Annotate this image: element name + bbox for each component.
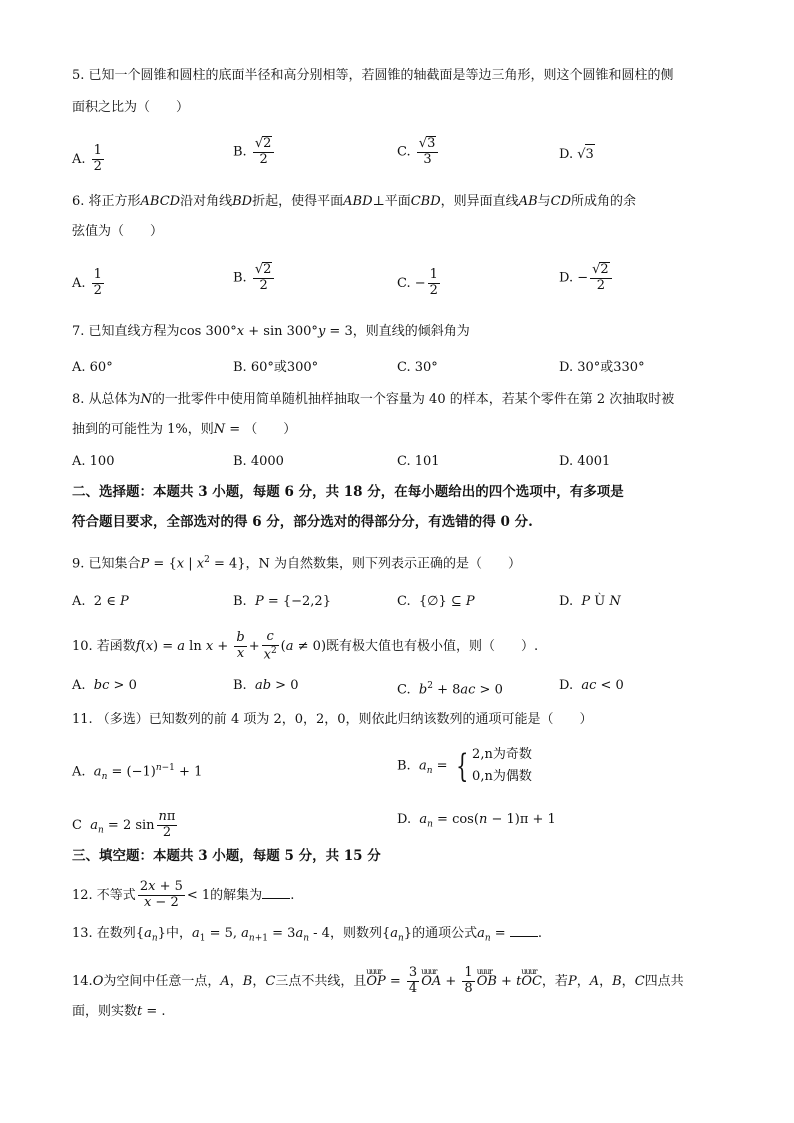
q10-option-b[interactable]: B. ab > 0 xyxy=(233,678,299,693)
q14-line1: 14.O为空间中任意一点，A，B，C三点不共线，且uuur OP = $\frac{3}{4}$ uuur OA + $\frac{1}{8}$ uuur OB + tuuur OC，若P，A，B，C四点共 xyxy=(72,966,684,997)
q6-option-a[interactable]: A. $\frac{1}{2}$ xyxy=(72,267,102,298)
q8-option-d[interactable]: D. 4001 xyxy=(559,454,611,469)
q7-option-d[interactable]: D. 30°或330° xyxy=(559,360,645,375)
q13-line: 13. 在数列$\{a_n\}$中，$a_1 = 5$, $a_{n+1} = 3a_n - 4$，则数列$\{a_n\}$的通项公式$a_n$ = . xyxy=(72,926,542,944)
q10-option-d[interactable]: D. ac < 0 xyxy=(559,678,624,693)
q13-answer-blank[interactable] xyxy=(510,924,538,937)
q8-option-b[interactable]: B. 4000 xyxy=(233,454,284,469)
q7-option-a[interactable]: A. 60° xyxy=(72,360,113,375)
q14-line2: 面，则实数t = . xyxy=(72,1004,166,1019)
q9-line: 9. 已知集合P = {x | $x^2 = 4$}，N 为自然数集，则下列表示正确的是（ ） xyxy=(72,555,522,572)
q5-option-a[interactable]: A. $\frac{1}{2}$ xyxy=(72,143,102,174)
q8-option-a[interactable]: A. 100 xyxy=(72,454,115,469)
q5-line2: 面积之比为（ ） xyxy=(72,100,190,115)
q7-option-c[interactable]: C. 30° xyxy=(397,360,438,375)
q10-option-a[interactable]: A. bc > 0 xyxy=(72,678,137,693)
q7-line: 7. 已知直线方程为cos 300°x + sin 300°y = 3，则直线的倾斜角为 xyxy=(72,324,470,339)
section2-heading-line1: 二、选择题：本题共 3 小题，每题 6 分，共 18 分，在每小题给出的四个选项中，有多项是 xyxy=(72,484,624,500)
q9-option-d[interactable]: D. P Ù N xyxy=(559,594,621,609)
q6-line2: 弦值为（ ） xyxy=(72,224,164,239)
q8-line1: 8. 从总体为N的一批零件中使用简单随机抽样抽取一个容量为 40 的样本，若某个零件在第 2 次抽取时被 xyxy=(72,392,675,407)
q6-option-c[interactable]: C. − $\frac{1}{2}$ xyxy=(397,267,438,298)
q11-option-c[interactable]: C $a_n = 2$ sin $\frac{n\pi}{2}$ xyxy=(72,809,176,840)
q5-option-b[interactable]: B. $\frac{√2}{2}$ xyxy=(233,136,276,168)
q11-option-d[interactable]: D. $a_n = \cos(n - 1)\pi + 1$ xyxy=(397,812,556,830)
q8-option-c[interactable]: C. 101 xyxy=(397,454,440,469)
q10-line: 10. 若函数f(x) = a ln x + $\frac{b}{x}$ + $\frac{c}{x^2}$ (a ≠ 0)既有极大值也有极小值，则（ ）. xyxy=(72,629,539,663)
q9-option-b[interactable]: B. P = {−2,2} xyxy=(233,594,331,609)
q9-option-c[interactable]: C. {∅} ⊆ P xyxy=(397,594,475,609)
q6-option-d[interactable]: D. − $\frac{√2}{2}$ xyxy=(559,262,614,294)
section3-heading: 三、填空题：本题共 3 小题，每题 5 分，共 15 分 xyxy=(72,848,381,864)
q6-option-b[interactable]: B. $\frac{√2}{2}$ xyxy=(233,262,276,294)
q12-answer-blank[interactable] xyxy=(262,886,290,899)
q6-line1: 6. 将正方形ABCD沿对角线BD折起，使得平面ABD⊥平面CBD，则异面直线AB与CD所成角的余 xyxy=(72,194,637,209)
q10-option-c[interactable]: C. $b^2 + 8ac > 0$ xyxy=(397,681,503,698)
q9-option-a[interactable]: A. 2 ∈ P xyxy=(72,594,129,609)
q11-line: 11. （多选）已知数列的前 4 项为 2，0，2，0，则依此归纳该数列的通项可能是（ ） xyxy=(72,712,593,727)
q5-option-c[interactable]: C. $\frac{√3}{3}$ xyxy=(397,136,440,168)
q12-line: 12. 不等式 $\frac{2x + 5}{x - 2}$ < 1的解集为 . xyxy=(72,879,295,910)
q11-option-b[interactable]: B. $a_n$ = { 2,n为奇数 0,n为偶数 xyxy=(397,747,532,785)
q5-option-d[interactable]: D. √3 xyxy=(559,144,595,165)
section2-heading-line2: 符合题目要求，全部选对的得 6 分，部分选对的得部分分，有选错的得 0 分. xyxy=(72,514,533,530)
q7-option-b[interactable]: B. 60°或300° xyxy=(233,360,319,375)
q5-line1: 5. 已知一个圆锥和圆柱的底面半径和高分别相等，若圆锥的轴截面是等边三角形，则这个圆锥和圆柱的侧 xyxy=(72,68,674,83)
q8-line2: 抽到的可能性为 1%，则N = （ ） xyxy=(72,422,297,437)
q11-option-a[interactable]: A. $a_n = (-1)^{n-1} + 1$ xyxy=(72,763,203,782)
